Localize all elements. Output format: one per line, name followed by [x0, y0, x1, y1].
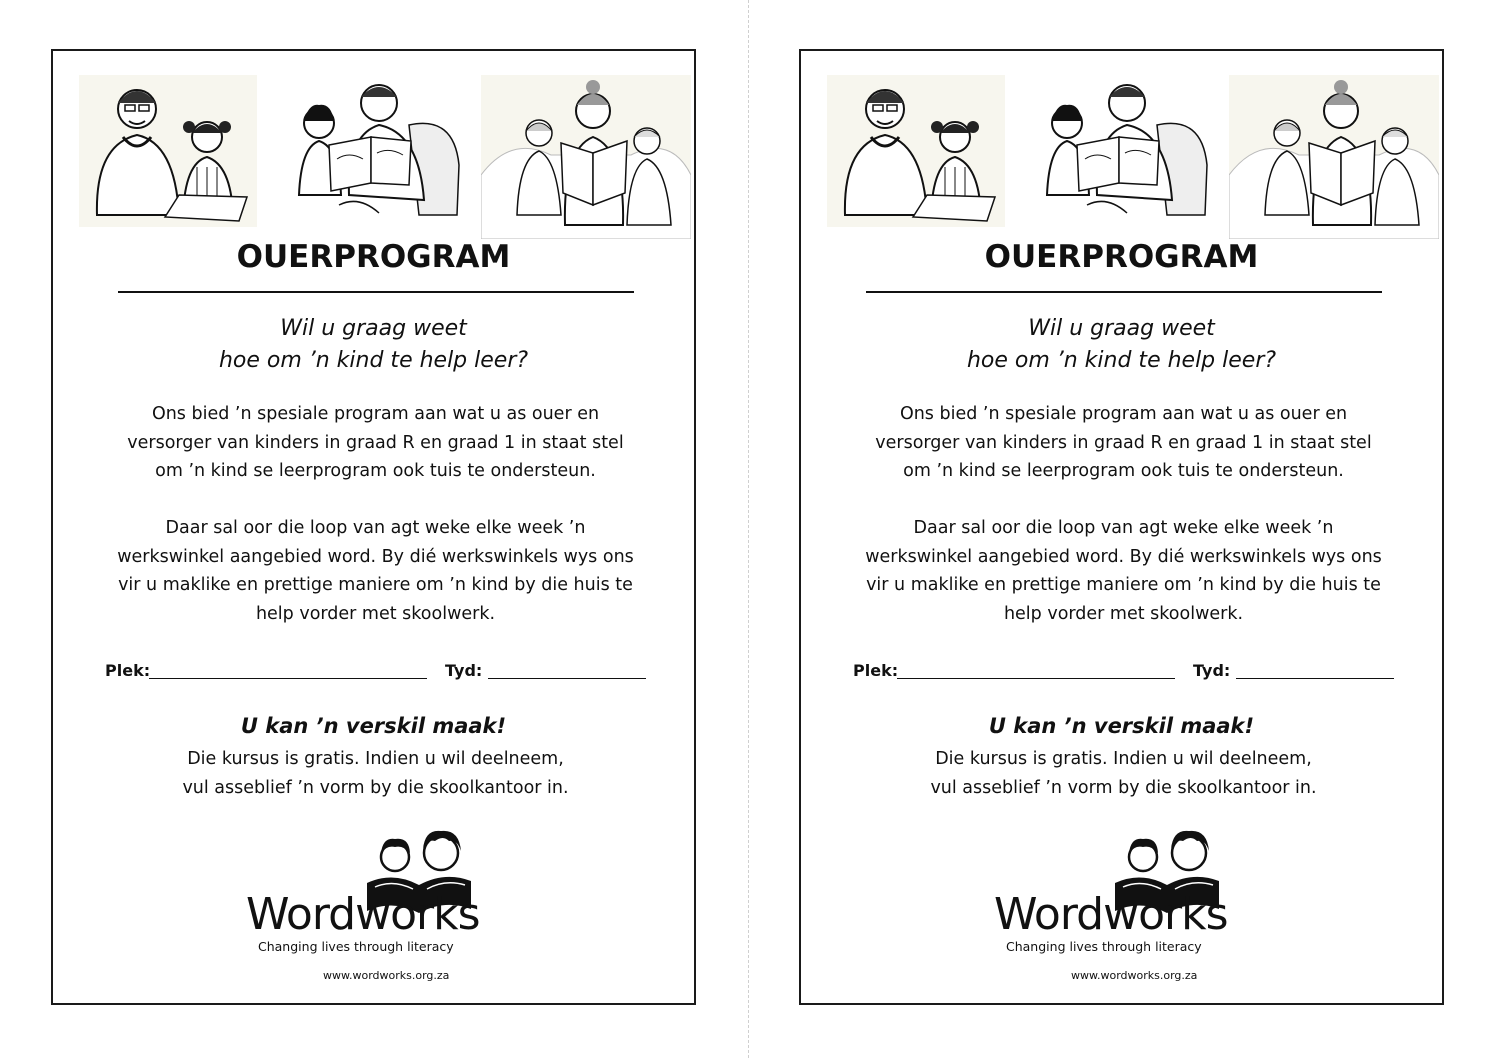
brand-name: Wordworks	[246, 889, 480, 940]
illustration-strip	[79, 75, 691, 239]
call-to-action-text	[841, 745, 1406, 802]
question-line: Wil u graag weet	[1028, 316, 1215, 341]
fill-in-fields	[853, 659, 1413, 689]
paragraph-line: Ons bied ’n spesiale program aan wat u as ouer en	[151, 404, 600, 424]
place-blank-line	[149, 678, 427, 679]
parent-reading-to-two-children-illustration	[481, 75, 691, 239]
paragraph-line: Daar sal oor die loop van agt weke elke week ’n	[165, 518, 586, 538]
time-label: Tyd:	[1193, 661, 1231, 680]
cta-line: vul asseblief ’n vorm by die skoolkantoor in.	[182, 777, 569, 798]
question-line: hoe om ’n kind te help leer?	[218, 348, 529, 373]
paragraph-line: help vorder met skoolwerk.	[1003, 603, 1244, 624]
paragraph-line: werkswinkel aangebied word. By dié werkswinkels wys ons	[117, 546, 634, 567]
flyer-right	[799, 49, 1444, 1005]
paragraph-line: werkswinkel aangebied word. By dié werkswinkels wys ons	[865, 546, 1382, 567]
paragraph-line: help vorder met skoolwerk.	[255, 603, 496, 624]
time-blank-line	[488, 678, 646, 679]
paragraph-line: versorger van kinders in graad R en graad 1 in staat stel	[875, 432, 1372, 453]
title-divider	[866, 291, 1382, 293]
workshop-paragraph	[93, 514, 658, 628]
title-divider	[118, 291, 634, 293]
paragraph-line: Daar sal oor die loop van agt weke elke week ’n	[913, 518, 1334, 538]
parent-child-table-illustration	[827, 75, 1005, 227]
call-to-action-heading: U kan ’n verskil maak!	[988, 714, 1255, 738]
parent-reading-with-child-illustration	[279, 75, 479, 225]
parent-reading-with-child-illustration	[1027, 75, 1227, 225]
brand-name: Wordworks	[994, 889, 1228, 940]
paragraph-line: versorger van kinders in graad R en graad 1 in staat stel	[127, 432, 624, 453]
program-title: OUERPROGRAM	[984, 239, 1259, 275]
time-label: Tyd:	[445, 661, 483, 680]
workshop-paragraph	[841, 514, 1406, 628]
paragraph-line: Ons bied ’n spesiale program aan wat u as ouer en	[899, 404, 1348, 424]
question-heading	[53, 313, 694, 377]
website-url: www.wordworks.org.za	[1071, 969, 1198, 982]
place-label: Plek:	[853, 661, 899, 680]
program-title: OUERPROGRAM	[236, 239, 511, 275]
time-blank-line	[1236, 678, 1394, 679]
intro-paragraph	[841, 400, 1406, 486]
cut-line	[748, 0, 749, 1058]
cta-line: Die kursus is gratis. Indien u wil deelneem,	[187, 749, 564, 769]
parent-reading-to-two-children-illustration	[1229, 75, 1439, 239]
brand-tagline: Changing lives through literacy	[258, 939, 454, 954]
question-line: Wil u graag weet	[280, 316, 467, 341]
paragraph-line: vir u maklike en prettige maniere om ’n kind by die huis te	[866, 575, 1381, 595]
parent-child-table-illustration	[79, 75, 257, 227]
paragraph-line: om ’n kind se leerprogram ook tuis te ondersteun.	[155, 461, 596, 481]
cta-line: vul asseblief ’n vorm by die skoolkantoor in.	[930, 777, 1317, 798]
paragraph-line: om ’n kind se leerprogram ook tuis te ondersteun.	[903, 461, 1344, 481]
website-url: www.wordworks.org.za	[323, 969, 450, 982]
call-to-action-heading: U kan ’n verskil maak!	[240, 714, 507, 738]
intro-paragraph	[93, 400, 658, 486]
illustration-strip	[827, 75, 1439, 239]
place-blank-line	[897, 678, 1175, 679]
fill-in-fields	[105, 659, 665, 689]
paragraph-line: vir u maklike en prettige maniere om ’n kind by die huis te	[118, 575, 633, 595]
brand-tagline: Changing lives through literacy	[1006, 939, 1202, 954]
call-to-action-text	[93, 745, 658, 802]
question-heading	[801, 313, 1442, 377]
place-label: Plek:	[105, 661, 151, 680]
flyer-left	[51, 49, 696, 1005]
question-line: hoe om ’n kind te help leer?	[966, 348, 1277, 373]
cta-line: Die kursus is gratis. Indien u wil deelneem,	[935, 749, 1312, 769]
